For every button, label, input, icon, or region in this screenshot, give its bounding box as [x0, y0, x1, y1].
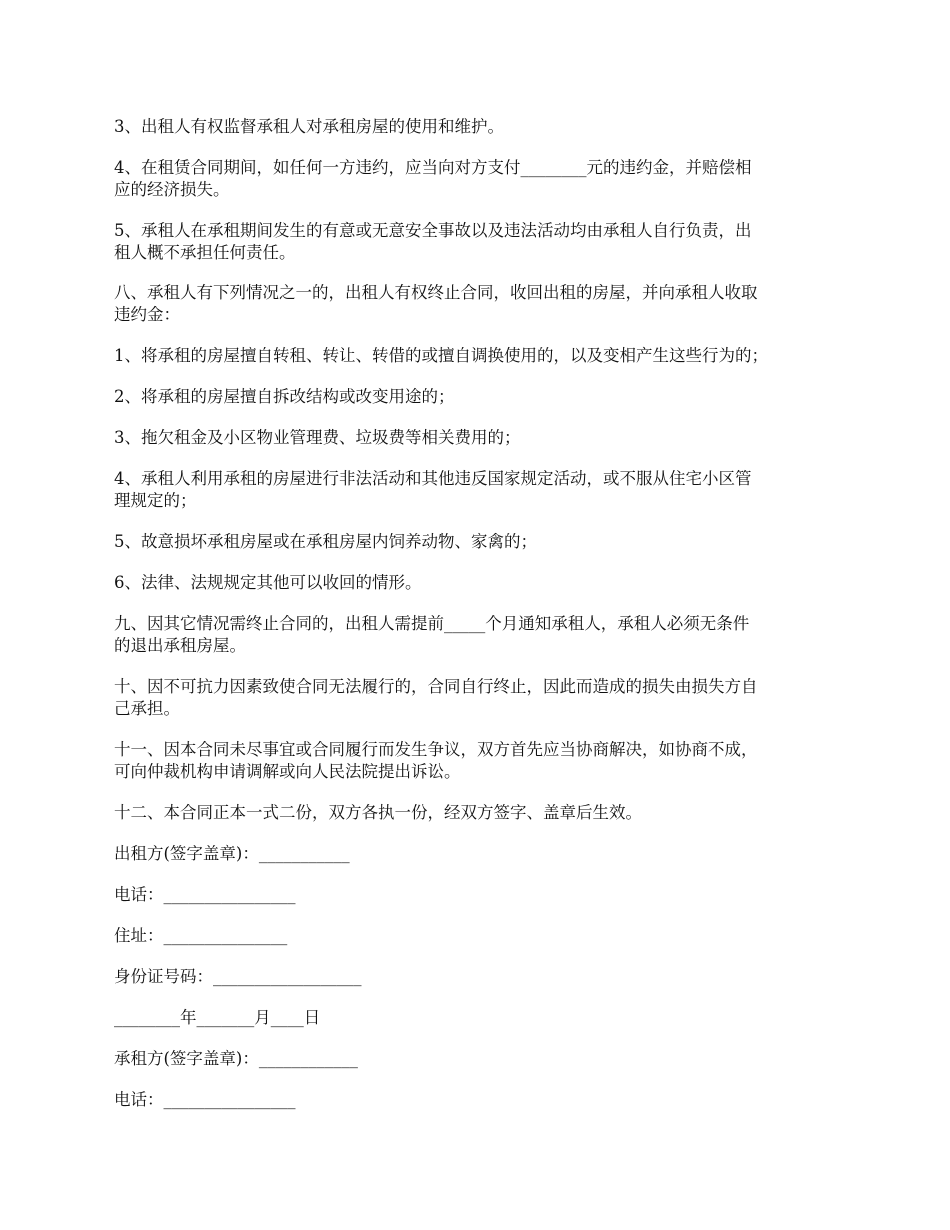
- section-9-line1: 九、因其它情况需终止合同的，出租人需提前_____个月通知承租人，承租人必须无条件: [114, 614, 750, 633]
- section-8-item-4-line2: 理规定的；: [114, 491, 197, 510]
- lessor-address-field: 住址：_______________: [114, 926, 288, 945]
- section-8-item-2: 2、将承租的房屋擅自拆改结构或改变用途的；: [114, 387, 455, 406]
- section-8-item-5: 5、故意损坏承租房屋或在承租房屋内饲养动物、家禽的；: [114, 532, 537, 551]
- lessor-date-field: ________年_______月____日: [114, 1008, 321, 1027]
- section-10-line1: 十、因不可抗力因素致使合同无法履行的，合同自行终止，因此而造成的损失由损失方自: [114, 677, 758, 696]
- section-10-line2: 己承担。: [114, 699, 180, 718]
- section-11-line2: 可向仲裁机构申请调解或向人民法院提出诉讼。: [114, 762, 461, 781]
- clause-5-liability-line1: 5、承租人在承租期间发生的有意或无意安全事故以及违法活动均由承租人自行负责，出: [114, 221, 752, 240]
- section-12: 十二、本合同正本一式二份，双方各执一份，经双方签字、盖章后生效。: [114, 803, 642, 822]
- clause-4-breach-line1: 4、在租赁合同期间，如任何一方违约，应当向对方支付________元的违约金，并赔偿相: [114, 158, 752, 177]
- section-9-line2: 的退出承租房屋。: [114, 636, 246, 655]
- lessee-signature-field: 承租方(签字盖章)：____________: [114, 1049, 358, 1068]
- clause-3-lessor-supervise: 3、出租人有权监督承租人对承租房屋的使用和维护。: [114, 117, 504, 136]
- lessor-id-number-field: 身份证号码：__________________: [114, 967, 362, 986]
- lessor-phone-field: 电话：________________: [114, 885, 296, 904]
- clause-4-breach-line2: 应的经济损失。: [114, 180, 230, 199]
- section-8-heading-line2: 违约金：: [114, 305, 180, 324]
- section-8-heading-line1: 八、承租人有下列情况之一的，出租人有权终止合同，收回出租的房屋，并向承租人收取: [114, 283, 758, 302]
- section-8-item-3: 3、拖欠租金及小区物业管理费、垃圾费等相关费用的；: [114, 428, 521, 447]
- section-11-line1: 十一、因本合同未尽事宜或合同履行而发生争议，双方首先应当协商解决，如协商不成，: [114, 740, 758, 759]
- section-8-item-4-line1: 4、承租人利用承租的房屋进行非法活动和其他违反国家规定活动，或不服从住宅小区管: [114, 469, 752, 488]
- section-8-item-6: 6、法律、法规规定其他可以收回的情形。: [114, 573, 422, 592]
- clause-5-liability-line2: 租人概不承担任何责任。: [114, 243, 296, 262]
- section-8-item-1: 1、将承租的房屋擅自转租、转让、转借的或擅自调换使用的，以及变相产生这些行为的；: [114, 346, 768, 365]
- lessee-phone-field: 电话：________________: [114, 1090, 296, 1109]
- lessor-signature-field: 出租方(签字盖章)：___________: [114, 844, 350, 863]
